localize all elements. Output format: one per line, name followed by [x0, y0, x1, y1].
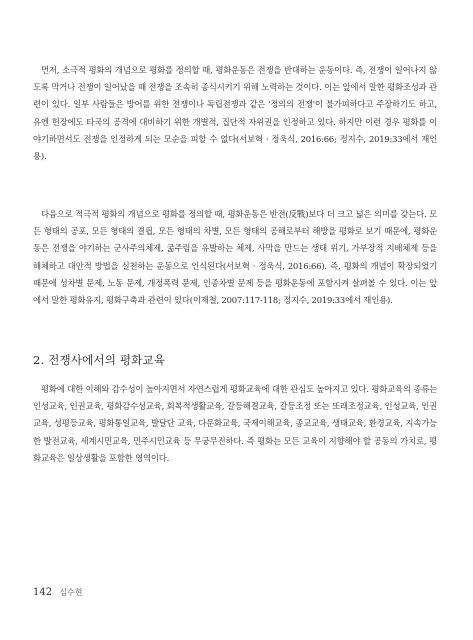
body-paragraph-negative-peace: 먼저, 소극적 평화의 개념으로 평화를 정의할 때, 평화운동은 전쟁을 반대하는 운동이다. 즉, 전쟁이 일어나지 않도록 막거나 전쟁이 일어났을 때 전쟁을 조속히 종식시키기 위해 노력하는 것이다. 이는 앞에서 말한 평화조성과 관련이 있다. 일부 사람들은 방어를 위한 전쟁이나 독립전쟁과 같은 '정의의 전쟁'이 불가피하다고 주장하기도 하고, 유엔 헌장에도 타국의 공격에 대비하기 위한 개별적, 집단적 자위권을 인정하고 있다. 하지만 이런 경우 평화를 이야기하면서도 전쟁을 인정하게 되는 모순을 피할 수 없다(서보혁 · 정욱식, 2016:66; 정지수, 2019:33에서 재인용).	[33, 65, 437, 162]
page-number: 142	[33, 587, 53, 598]
section-heading: 2. 전쟁사에서의 평화교육	[33, 353, 166, 367]
body-paragraph-peace-education: 평화에 대한 이해와 감수성이 높아지면서 자연스럽게 평화교육에 대한 관심도 높아지고 있다. 평화교육의 종류는 인성교육, 인권교육, 평화감수성교육, 회복적생활교육, 갈등해결교육, 갈등조정 또는 또래조정교육, 인성교육, 인권교육, 성평등교육, 평화통일교육, 발달단 교육, 다문화교육, 국제이해교육, 종교교육, 생태교육, 환경교육, 지속가능한 발전교육, 세계시민교육, 민주시민교육 등 무궁무진하다. 즉 평화는 모든 교육이 지향해야 할 공동의 가치로, 평화교육은 일상생활을 포함한 영역이다.	[33, 384, 437, 463]
page-footer	[33, 587, 82, 598]
body-paragraph-positive-peace: 다음으로 적극적 평화의 개념으로 평화를 정의할 때, 평화운동은 반전(反戰)보다 더 크고 넓은 의미를 갖는다. 모든 형태의 공포, 모든 형태의 결핍, 모든 형태의 차별, 모든 형태의 공해로부터 해방을 평화로 보기 때문에, 평화운동은 전쟁을 야기하는 군사주의체제, 굶주림을 유발하는 체제, 사막을 만드는 생태 위기, 가부장적 지배체제 등을 해체하고 대안적 방법을 실천하는 운동으로 인식된다(서보혁 · 정욱식, 2016:66). 즉, 평화의 개념이 확장되었기 때문에 성차별 문제, 노동 문제, 개정폭력 문제, 인종차별 문제 등을 평화운동에 포함시켜 살펴볼 수 있다. 이는 앞에서 말한 평화유지, 평화구축과 관련이 있다(이재철, 2007:117-118; 정지수, 2019:33에서 재인용).	[33, 209, 437, 306]
running-author: 심수현	[59, 588, 83, 597]
